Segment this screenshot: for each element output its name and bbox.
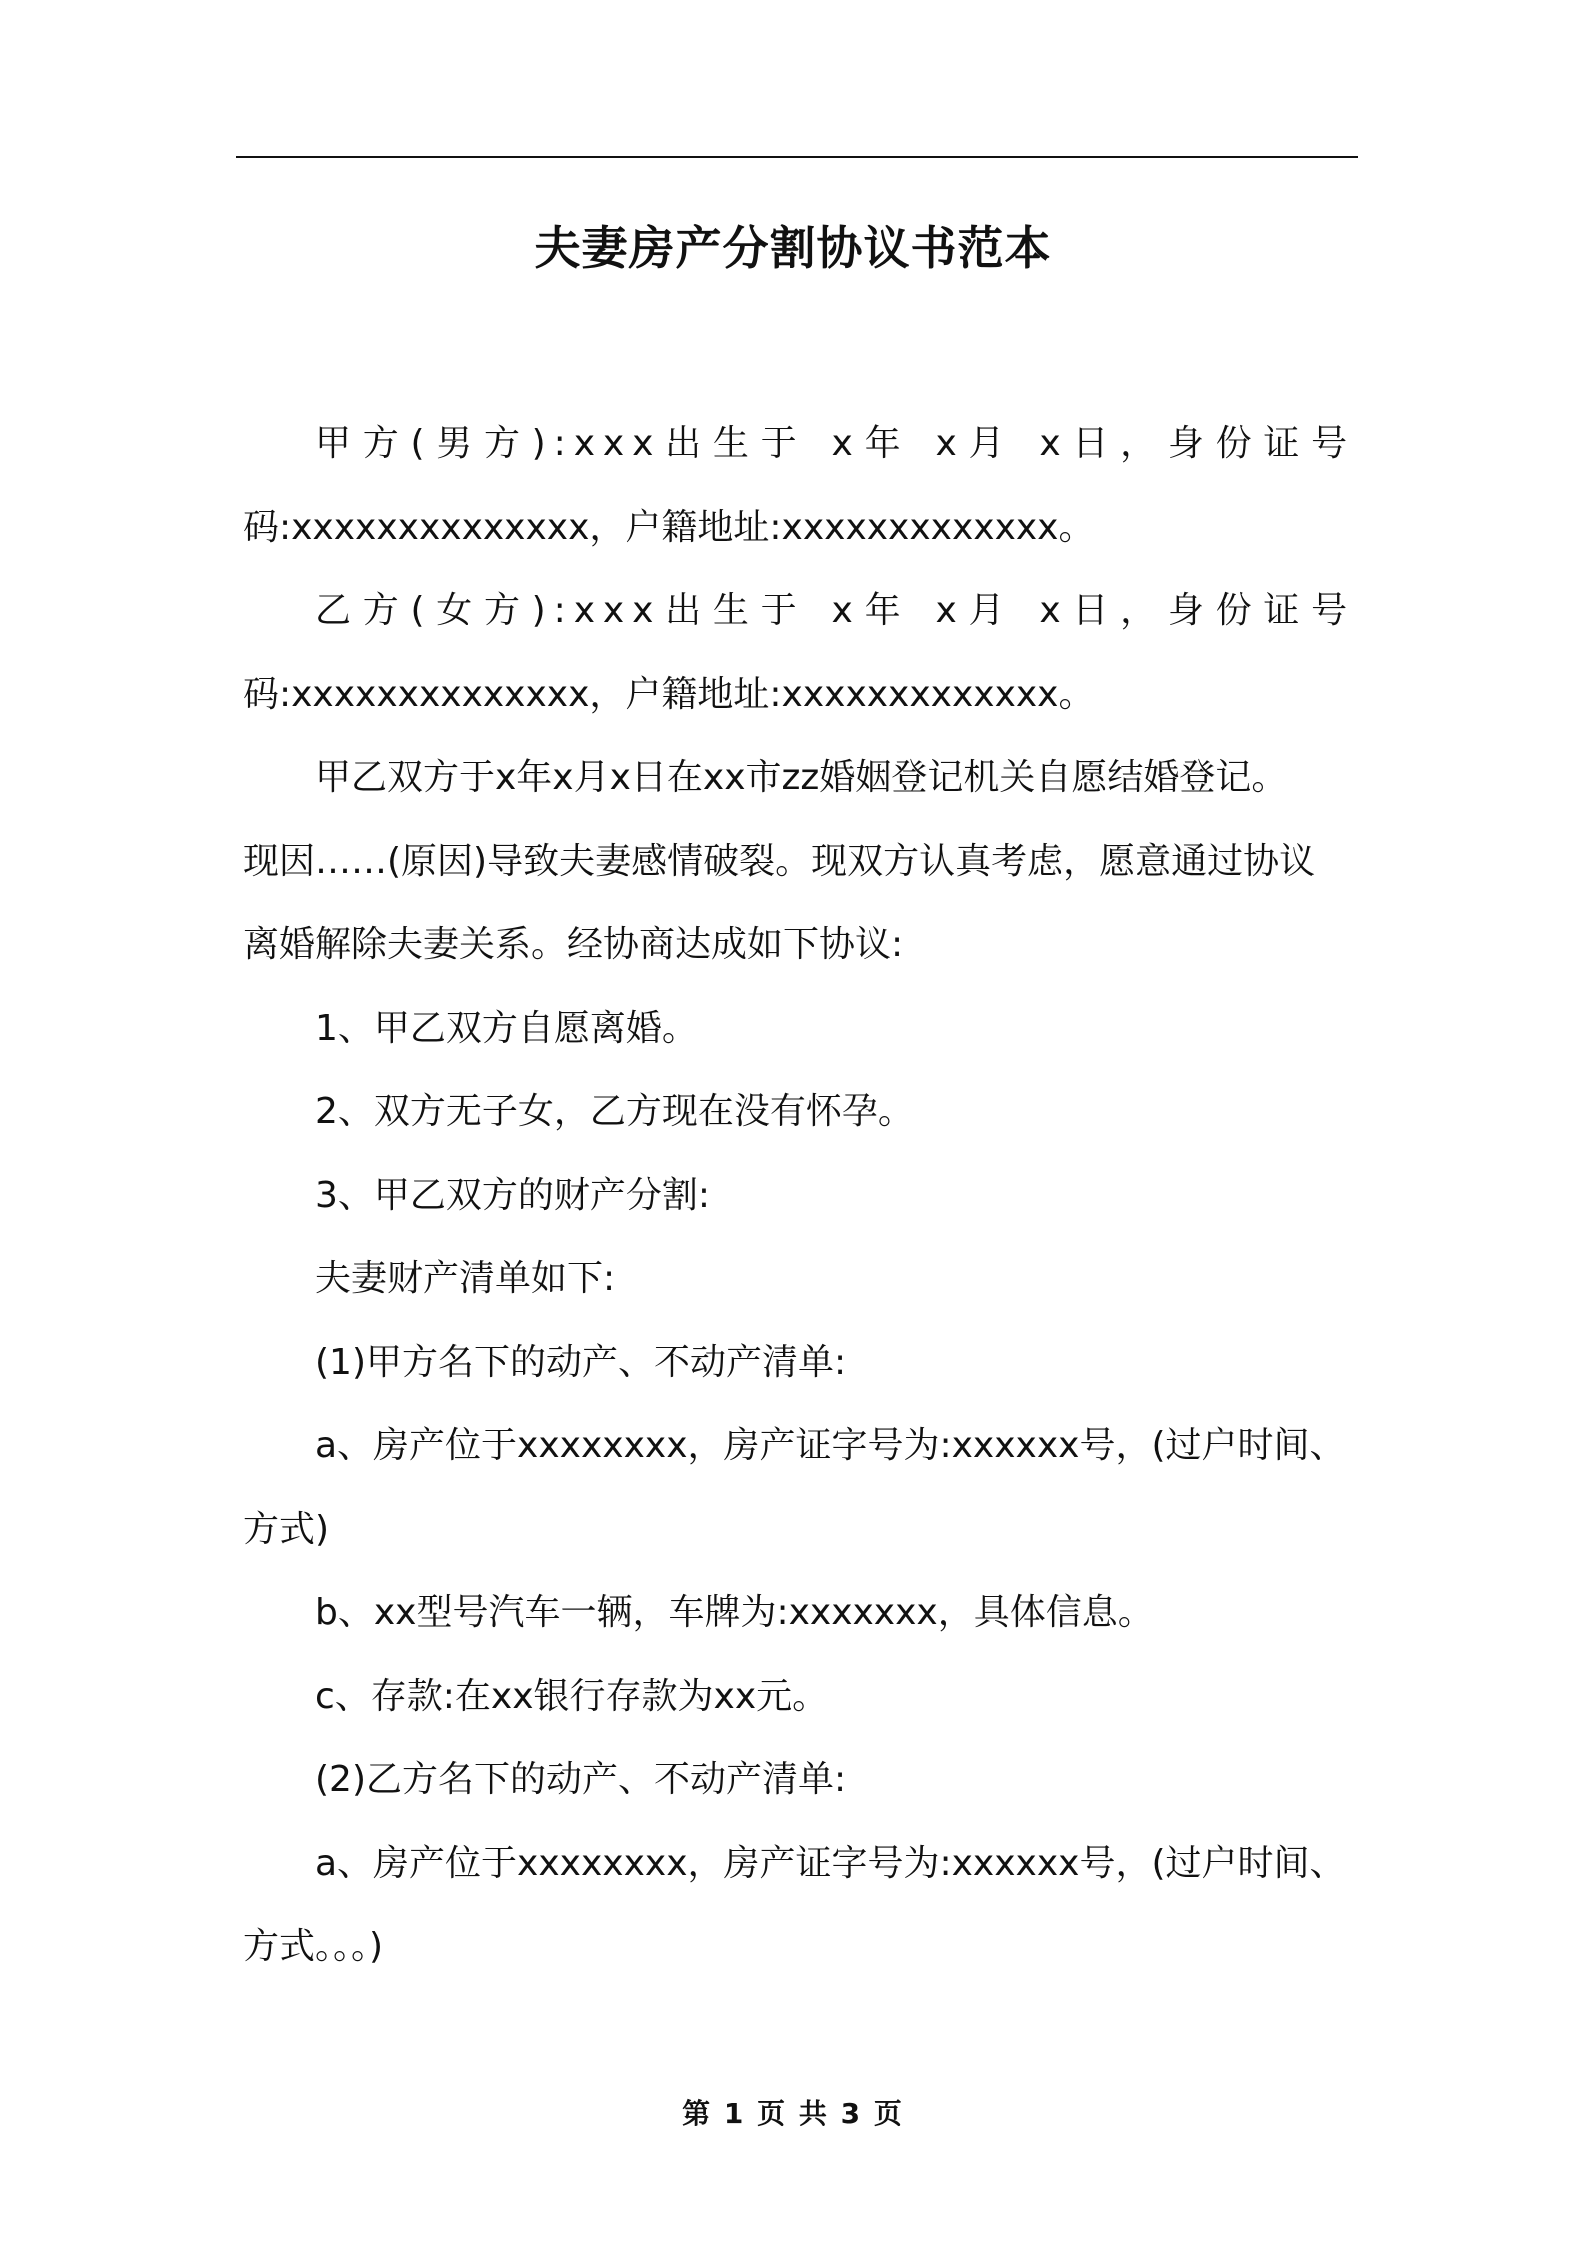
clause-1: 1、甲乙双方自愿离婚。 — [315, 1007, 698, 1049]
paragraph-party-a: 甲方(男方):xxx出生于 x年 x月 x日，身份证号 — [315, 423, 1355, 464]
header-divider — [236, 156, 1358, 158]
clause-2: 2、双方无子女，乙方现在没有怀孕。 — [315, 1091, 914, 1132]
party-a-item-c: c、存款:在xx银行存款为xx元。 — [315, 1675, 829, 1717]
party-a-item-b: b、xx型号汽车一辆，车牌为:xxxxxxx，具体信息。 — [315, 1592, 1154, 1633]
document-body — [243, 402, 1355, 1989]
party-b-item-a-cont: 方式。。。) — [243, 1926, 384, 1967]
paragraph-party-b-cont: 码:xxxxxxxxxxxxxx，户籍地址:xxxxxxxxxxxxx。 — [243, 673, 1095, 715]
party-b-property-heading: (2)乙方名下的动产、不动产清单: — [315, 1759, 847, 1800]
paragraph-marriage-registration-cont-1: 现因……(原因)导致夫妻感情破裂。现双方认真考虑，愿意通过协议 — [243, 840, 1316, 882]
document-title: 夫妻房产分割协议书范本 — [534, 221, 1052, 275]
clause-3: 3、甲乙双方的财产分割: — [315, 1174, 711, 1216]
paragraph-marriage-registration-cont-2: 离婚解除夫妻关系。经协商达成如下协议: — [243, 924, 904, 965]
party-a-property-heading: (1)甲方名下的动产、不动产清单: — [315, 1341, 847, 1383]
paragraph-party-b: 乙方(女方):xxx出生于 x年 x月 x日，身份证号 — [315, 590, 1355, 631]
party-a-item-a-cont: 方式) — [243, 1508, 330, 1550]
property-list-heading: 夫妻财产清单如下: — [315, 1258, 616, 1299]
paragraph-party-a-cont: 码:xxxxxxxxxxxxxx，户籍地址:xxxxxxxxxxxxx。 — [243, 506, 1095, 548]
paragraph-marriage-registration: 甲乙双方于x年x月x日在xx市zz婚姻登记机关自愿结婚登记。 — [315, 757, 1288, 798]
party-a-item-a: a、房产位于xxxxxxxx，房产证字号为:xxxxxx号，(过户时间、 — [315, 1425, 1346, 1466]
page-indicator: 第 1 页 共 3 页 — [682, 2097, 904, 2130]
party-b-item-a: a、房产位于xxxxxxxx，房产证字号为:xxxxxx号，(过户时间、 — [315, 1842, 1346, 1884]
